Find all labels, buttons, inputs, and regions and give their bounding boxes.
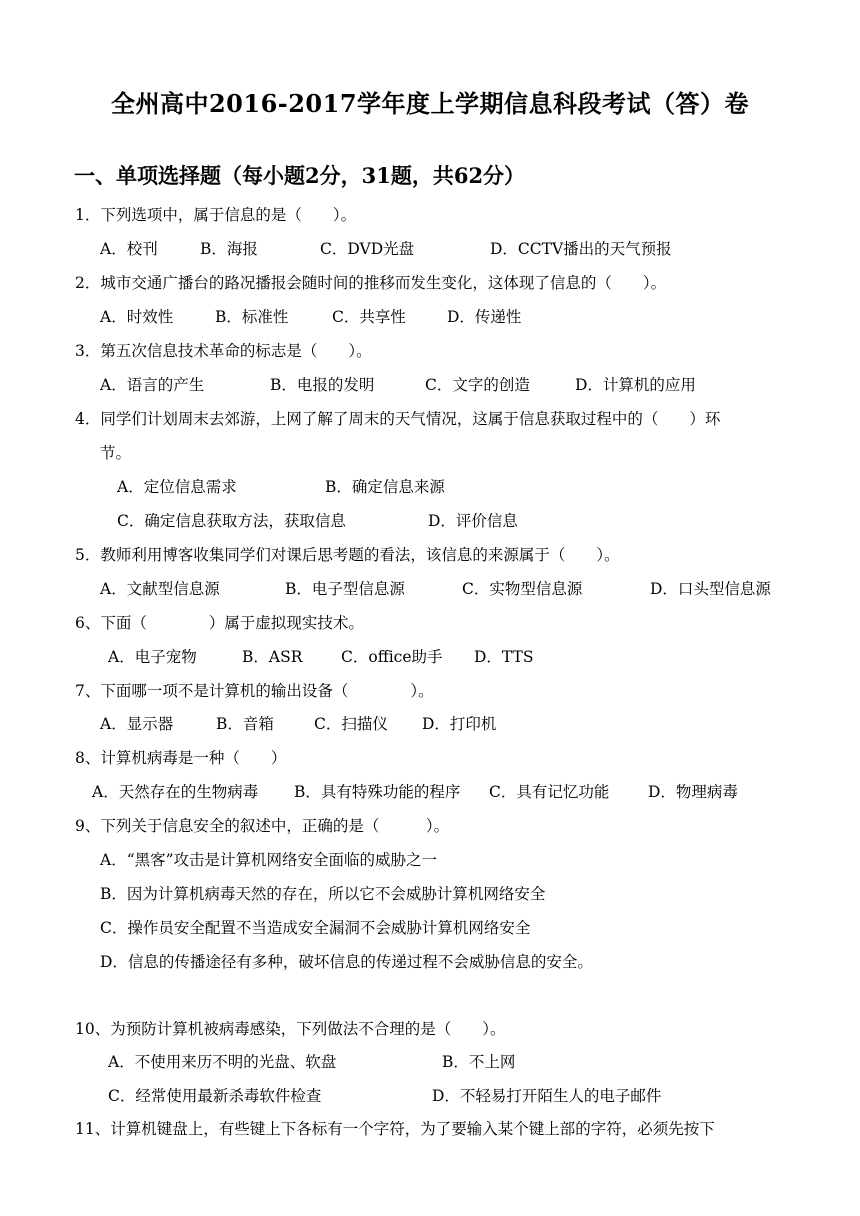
question-stem: 4．同学们计划周末去郊游，上网了解了周末的天气情况，这属于信息获取过程中的（ ）环 xyxy=(75,410,721,428)
option: A．显示器 xyxy=(100,715,174,733)
option: C．实物型信息源 xyxy=(462,580,583,598)
option: D．TTS xyxy=(474,648,534,666)
option: A．校刊 xyxy=(100,240,158,258)
question-stem: 9、下列关于信息安全的叙述中，正确的是（ ）。 xyxy=(75,817,450,835)
option: D．计算机的应用 xyxy=(575,376,696,394)
question-stem: 2．城市交通广播台的路况播报会随时间的推移而发生变化，这体现了信息的（ ）。 xyxy=(75,274,667,292)
option: B．音箱 xyxy=(216,715,274,733)
option: A．语言的产生 xyxy=(100,376,205,394)
option: D．物理病毒 xyxy=(648,783,738,801)
option: B．因为计算机病毒天然的存在，所以它不会威胁计算机网络安全 xyxy=(100,885,546,903)
question-stem: 1．下列选项中，属于信息的是（ ）。 xyxy=(75,206,357,224)
question-stem: 3．第五次信息技术革命的标志是（ ）。 xyxy=(75,342,372,360)
option: D．打印机 xyxy=(422,715,497,733)
option: A．文献型信息源 xyxy=(100,580,220,598)
page-title: 全州高中2016-2017学年度上学期信息科段考试（答）卷 xyxy=(110,89,750,118)
option: B．确定信息来源 xyxy=(325,478,445,496)
option: B．具有特殊功能的程序 xyxy=(294,783,461,801)
question-stem: 8、计算机病毒是一种（ ） xyxy=(75,749,287,767)
option: C．DVD光盘 xyxy=(320,240,415,258)
option: C．文字的创造 xyxy=(425,376,530,394)
question-stem: 11、计算机键盘上，有些键上下各标有一个字符，为了要输入某个键上部的字符，必须先按下 xyxy=(75,1120,715,1138)
option: A．天然存在的生物病毒 xyxy=(92,783,259,801)
question-stem-continued: 节。 xyxy=(100,444,132,462)
option: D．信息的传播途径有多种，破坏信息的传递过程不会威胁信息的安全。 xyxy=(100,953,593,971)
option: A．电子宠物 xyxy=(108,648,197,666)
option: D．传递性 xyxy=(447,308,522,326)
option: A．定位信息需求 xyxy=(117,478,237,496)
option: B．电报的发明 xyxy=(270,376,375,394)
option: C．具有记忆功能 xyxy=(489,783,610,801)
question-stem: 10、为预防计算机被病毒感染，下列做法不合理的是（ ）。 xyxy=(75,1020,506,1038)
option: A．不使用来历不明的光盘、软盘 xyxy=(108,1053,337,1071)
option: D．CCTV播出的天气预报 xyxy=(490,240,672,258)
option: A．“黑客”攻击是计算机网络安全面临的威胁之一 xyxy=(100,851,438,869)
option: B．电子型信息源 xyxy=(285,580,405,598)
option: C．office助手 xyxy=(341,648,443,666)
option: B．ASR xyxy=(242,648,303,666)
section-heading: 一、单项选择题（每小题2分，31题，共62分） xyxy=(74,163,526,188)
option: C．确定信息获取方法，获取信息 xyxy=(117,512,346,530)
question-stem: 6、下面（ ）属于虚拟现实技术。 xyxy=(75,614,364,632)
option: B．不上网 xyxy=(442,1053,516,1071)
question-stem: 5．教师利用博客收集同学们对课后思考题的看法，该信息的来源属于（ ）。 xyxy=(75,546,620,564)
option: C．经常使用最新杀毒软件检查 xyxy=(108,1087,322,1105)
option: B．标准性 xyxy=(215,308,289,326)
option: B．海报 xyxy=(200,240,258,258)
option: D．评价信息 xyxy=(428,512,518,530)
option: A．时效性 xyxy=(100,308,174,326)
option: D．口头型信息源 xyxy=(650,580,771,598)
option: D．不轻易打开陌生人的电子邮件 xyxy=(432,1087,662,1105)
option: C．共享性 xyxy=(332,308,406,326)
option: C．操作员安全配置不当造成安全漏洞不会威胁计算机网络安全 xyxy=(100,919,531,937)
question-stem: 7、下面哪一项不是计算机的输出设备（ ）。 xyxy=(75,682,434,700)
option: C．扫描仪 xyxy=(314,715,388,733)
